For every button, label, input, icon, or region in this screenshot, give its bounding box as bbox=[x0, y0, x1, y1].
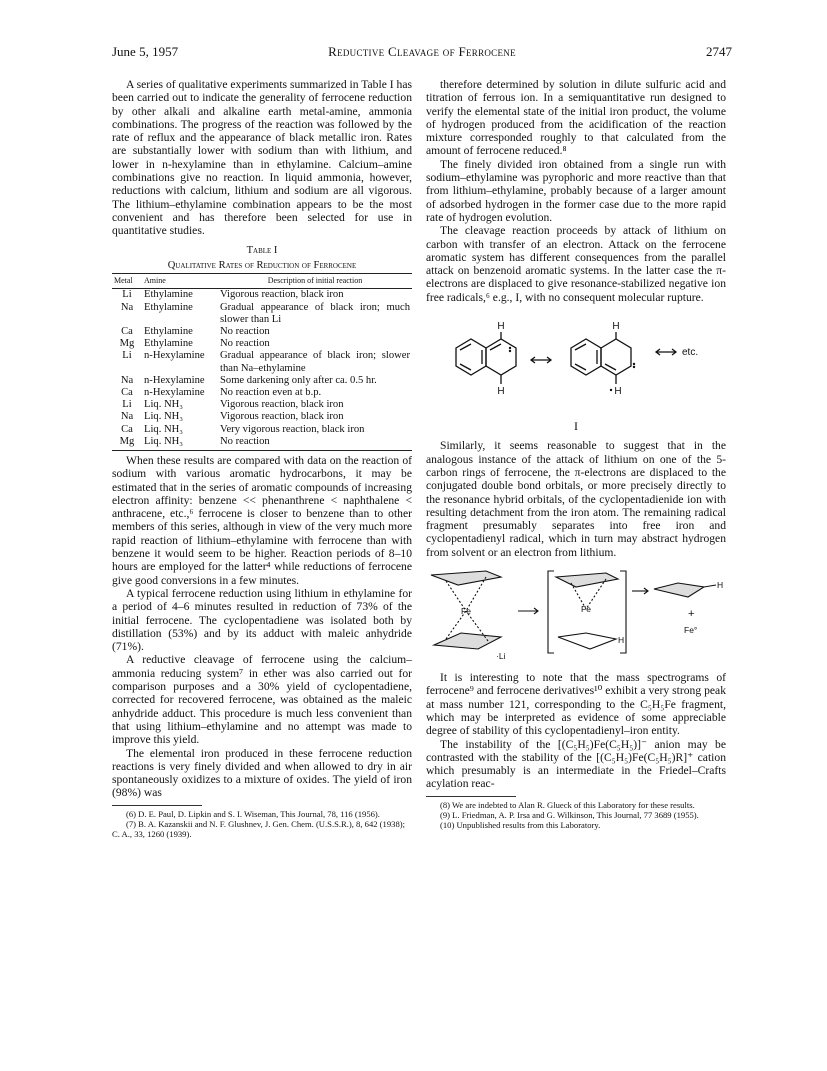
left-column bbox=[112, 78, 412, 839]
footnote: (9) L. Friedman, A. P. Irsa and G. Wilkinson, This Journal, 77 3689 (1955). bbox=[440, 809, 699, 820]
atom-label-fe: Fe bbox=[461, 606, 471, 617]
atom-label-li: ·Li bbox=[496, 651, 506, 662]
amine-cell: n-Hexylamine bbox=[144, 350, 205, 362]
paragraph: A typical ferrocene reduction using lithium in ethylamine for a period of 4–6 minutes resulted in reduction of 73% of the initial ferrocene. The cyclopentadiene was isolated both by distillation (53%) and by its adduct with maleic anhydride (71%). bbox=[112, 586, 412, 654]
atom-label-h: H bbox=[618, 635, 625, 646]
paragraph: therefore determined by solution in dilute sulfuric acid and titration of ferrous ion. In a semiquantitative run designed to verify the elemental state of the initial iron product, the volume of hydrogen produced from the acidification of the reaction mixture corresponded roughly to that calculated from the amount of ferrocene reduced.⁸ bbox=[426, 78, 726, 158]
right-column bbox=[426, 78, 726, 830]
table-row bbox=[112, 326, 412, 338]
atom-label-fe0: Fe° bbox=[684, 625, 698, 636]
footnote-rule bbox=[112, 805, 202, 806]
paragraph: A series of qualitative experiments summarized in Table I has been carried out to indicate the generality of ferrocene reduction by other alkali and alkaline earth metal-amine, ammonia combinations. The progress of the reaction was followed by the rate of reflux and the appearance of black metallic iron. Rates are substantially lower with sodium than with lithium, and lower in n-hexylamine than in ethylamine. Calcium–amine combinations give no reaction. In liquid ammonia, however, reductions with calcium, lithium and sodium are all vigorous. The lithium–ethylamine combination appears to be the most convenient and has therefore been selected for use in quantitative studies. bbox=[112, 78, 412, 238]
description-cell: Some darkening only after ca. 0.5 hr. bbox=[220, 374, 377, 386]
etc-label: etc. bbox=[682, 347, 699, 359]
footnote-rule bbox=[426, 796, 516, 797]
footnote: (7) B. A. Kazanskii and N. F. Glushnev, J. Gen. Chem. (U.S.S.R.), 8, 642 (1938); C. A., 33, 1260 (1939). bbox=[112, 818, 405, 840]
footnote: (8) We are indebted to Alan R. Glueck of this Laboratory for these results. bbox=[440, 799, 695, 810]
metal-cell: Mg bbox=[119, 338, 135, 350]
paragraph: It is interesting to note that the mass spectrograms of ferrocene⁹ and ferrocene derivatives¹⁰ exhibit a very strong peak at mass number 121, corresponding to the C₅H₅Fe fragment, which may be interpreted as evidence of some appreciable degree of stability of this cyclopentadienyl–iron entity. bbox=[426, 671, 726, 738]
footnote: (6) D. E. Paul, D. Lipkin and S. I. Wiseman, This Journal, 78, 116 (1956). bbox=[126, 808, 380, 819]
paragraph: Similarly, it seems reasonable to suggest that in the analogous instance of the attack of lithium on one of the 5-carbon rings of ferrocene, the π-electrons are displaced to the conjugated double bond orbitals, or more precisely directly to the resonance hybrid orbitals, of the cyclopentadienide ion with resulting detachment from the iron atom. The remaining radical fragment presumably separates into free iron and cyclopentadienyl radical, which in turn may abstract hydrogen from solvent or an electron from lithium. bbox=[426, 439, 726, 559]
amine-cell: Liq. NH₃ bbox=[144, 423, 184, 435]
metal-cell: Li bbox=[122, 289, 132, 301]
table-row bbox=[112, 436, 412, 451]
paragraph: The instability of the [(C₅H₅)Fe(C₅H₅)]⁻ anion may be contrasted with the stability of the [(C₅H₅)Fe(C₅H₅)R]⁺ cation which presumably is an intermediate in the Friedel–Crafts acylation reac- bbox=[426, 737, 726, 791]
metal-cell: Li bbox=[122, 350, 132, 362]
reaction-arrow bbox=[518, 608, 538, 614]
table-row bbox=[112, 302, 412, 326]
footnote: (10) Unpublished results from this Laboratory. bbox=[440, 820, 601, 831]
table-label: Table I bbox=[246, 244, 278, 256]
column-header-amine: Amine bbox=[142, 274, 218, 289]
description-cell: Gradual appearance of black iron; slower than Na–ethylamine bbox=[220, 350, 410, 374]
description-cell: No reaction even at b.p. bbox=[220, 386, 322, 398]
description-cell: No reaction bbox=[218, 436, 412, 451]
paragraph: A reductive cleavage of ferrocene using the calcium–ammonia reducing system⁷ in ether was also carried out for comparison purposes and a 30% yield of cyclopentadiene, corrected for recovered ferrocene, was obtained as the maleic anhydride adduct. This procedure is much less convenient than that using lithium–ethylamine and no attempt was made to improve this yield. bbox=[112, 653, 412, 747]
description-cell: Gradual appearance of black iron; much slower than Li bbox=[220, 301, 410, 325]
column-header-metal: Metal bbox=[112, 274, 142, 289]
header-date: June 5, 1957 bbox=[112, 44, 179, 59]
naphthalene-radical-structure-b bbox=[571, 332, 631, 384]
resonance-arrow bbox=[531, 357, 551, 363]
table-header-row bbox=[112, 274, 412, 289]
rates-table bbox=[112, 273, 412, 451]
page-header bbox=[112, 44, 732, 62]
structure-label: I bbox=[574, 419, 578, 434]
metal-cell: Ca bbox=[121, 325, 133, 337]
paragraph: The finely divided iron obtained from a single run with sodium–ethylamine was pyrophoric and more reactive than that from lithium–ethylamine, probably because of a larger amount of adsorbed hydrogen in the former case due to the more rapid rate of hydrogen evolution. bbox=[426, 157, 726, 224]
paragraph: When these results are compared with data on the reaction of sodium with various aromatic hydrocarbons, it may be estimated that in the series of aromatic compounds of increasing electron affinity: benzene << phenanthrene < naphthalene < anthracene, etc.,⁶ ferrocene is closer to benzene than to other members of this series, although in view of the very much more rapid reaction of lithium–ethylamine with ferrocene than with benzene it would seem to be higher. Reaction periods of 8–10 hours are employed for the latter⁴ while reductions of ferrocene give good conversions in a few minutes. bbox=[112, 454, 412, 587]
atom-label-h: H bbox=[497, 321, 505, 333]
atom-label-h: H bbox=[612, 321, 620, 333]
metal-cell: Li bbox=[122, 399, 132, 411]
metal-cell: Na bbox=[120, 301, 134, 313]
amine-cell: n-Hexylamine bbox=[144, 374, 205, 386]
metal-cell: Na bbox=[120, 374, 134, 386]
amine-cell: Liq. NH₃ bbox=[144, 411, 184, 423]
header-title: Reductive Cleavage of Ferrocene bbox=[328, 44, 516, 59]
reaction-arrow bbox=[632, 588, 648, 594]
table-row bbox=[112, 289, 412, 302]
column-header-description: Description of initial reaction bbox=[218, 274, 412, 289]
atom-label-fe: Fe bbox=[581, 604, 591, 615]
naphthalene-radical-structure-a bbox=[456, 332, 516, 384]
resonance-arrow bbox=[656, 349, 676, 355]
amine-cell: Liq. NH₃ bbox=[144, 399, 184, 411]
page-number: 2747 bbox=[706, 44, 732, 59]
table-row bbox=[112, 411, 412, 423]
metal-cell: Ca bbox=[121, 386, 133, 398]
amine-cell: Ethylamine bbox=[144, 325, 193, 337]
atom-label-h: H bbox=[497, 386, 505, 398]
table-row bbox=[112, 375, 412, 387]
structure-figure-2 bbox=[426, 565, 726, 665]
atom-label-h: H bbox=[717, 580, 724, 591]
table-title: Qualitative Rates of Reduction of Ferrocene bbox=[167, 259, 357, 271]
table-row bbox=[112, 399, 412, 411]
amine-cell: Ethylamine bbox=[144, 338, 193, 350]
table-row bbox=[112, 424, 412, 436]
description-cell: No reaction bbox=[220, 325, 270, 337]
metal-cell: Mg bbox=[112, 436, 142, 451]
table-row bbox=[112, 350, 412, 374]
description-cell: Vigorous reaction, black iron bbox=[220, 411, 344, 423]
amine-cell: n-Hexylamine bbox=[144, 386, 205, 398]
description-cell: No reaction bbox=[220, 338, 270, 350]
paragraph: The elemental iron produced in these ferrocene reduction reactions is very finely divided and when allowed to dry in air spontaneously oxidizes to a mixture of oxides. The yield of iron (98%) was bbox=[112, 746, 412, 800]
description-cell: Very vigorous reaction, black iron bbox=[220, 423, 365, 435]
amine-cell: Ethylamine bbox=[144, 289, 193, 301]
metal-cell: Na bbox=[120, 411, 134, 423]
metal-cell: Ca bbox=[121, 423, 133, 435]
plus-sign: + bbox=[688, 608, 695, 621]
table-row bbox=[112, 338, 412, 350]
atom-label-h: H bbox=[614, 386, 622, 398]
amine-cell: Liq. NH₃ bbox=[142, 436, 218, 451]
paragraph: The cleavage reaction proceeds by attack of lithium on carbon with transfer of an electron. Attack on the ferrocene aromatic system has different consequences from the parallel attack on benzenoid aromatic systems. In the latter case the π-electrons are displaced to give resonance-stabilized negative ion free radicals,⁶ e.g., I, with no consequent molecular rupture. bbox=[426, 224, 726, 304]
structure-figure-1 bbox=[426, 304, 726, 416]
description-cell: Vigorous reaction, black iron bbox=[220, 289, 344, 301]
cyclopentadiene-product bbox=[654, 583, 716, 597]
table-row bbox=[112, 387, 412, 399]
description-cell: Vigorous reaction, black iron bbox=[220, 399, 344, 411]
amine-cell: Ethylamine bbox=[144, 301, 193, 313]
